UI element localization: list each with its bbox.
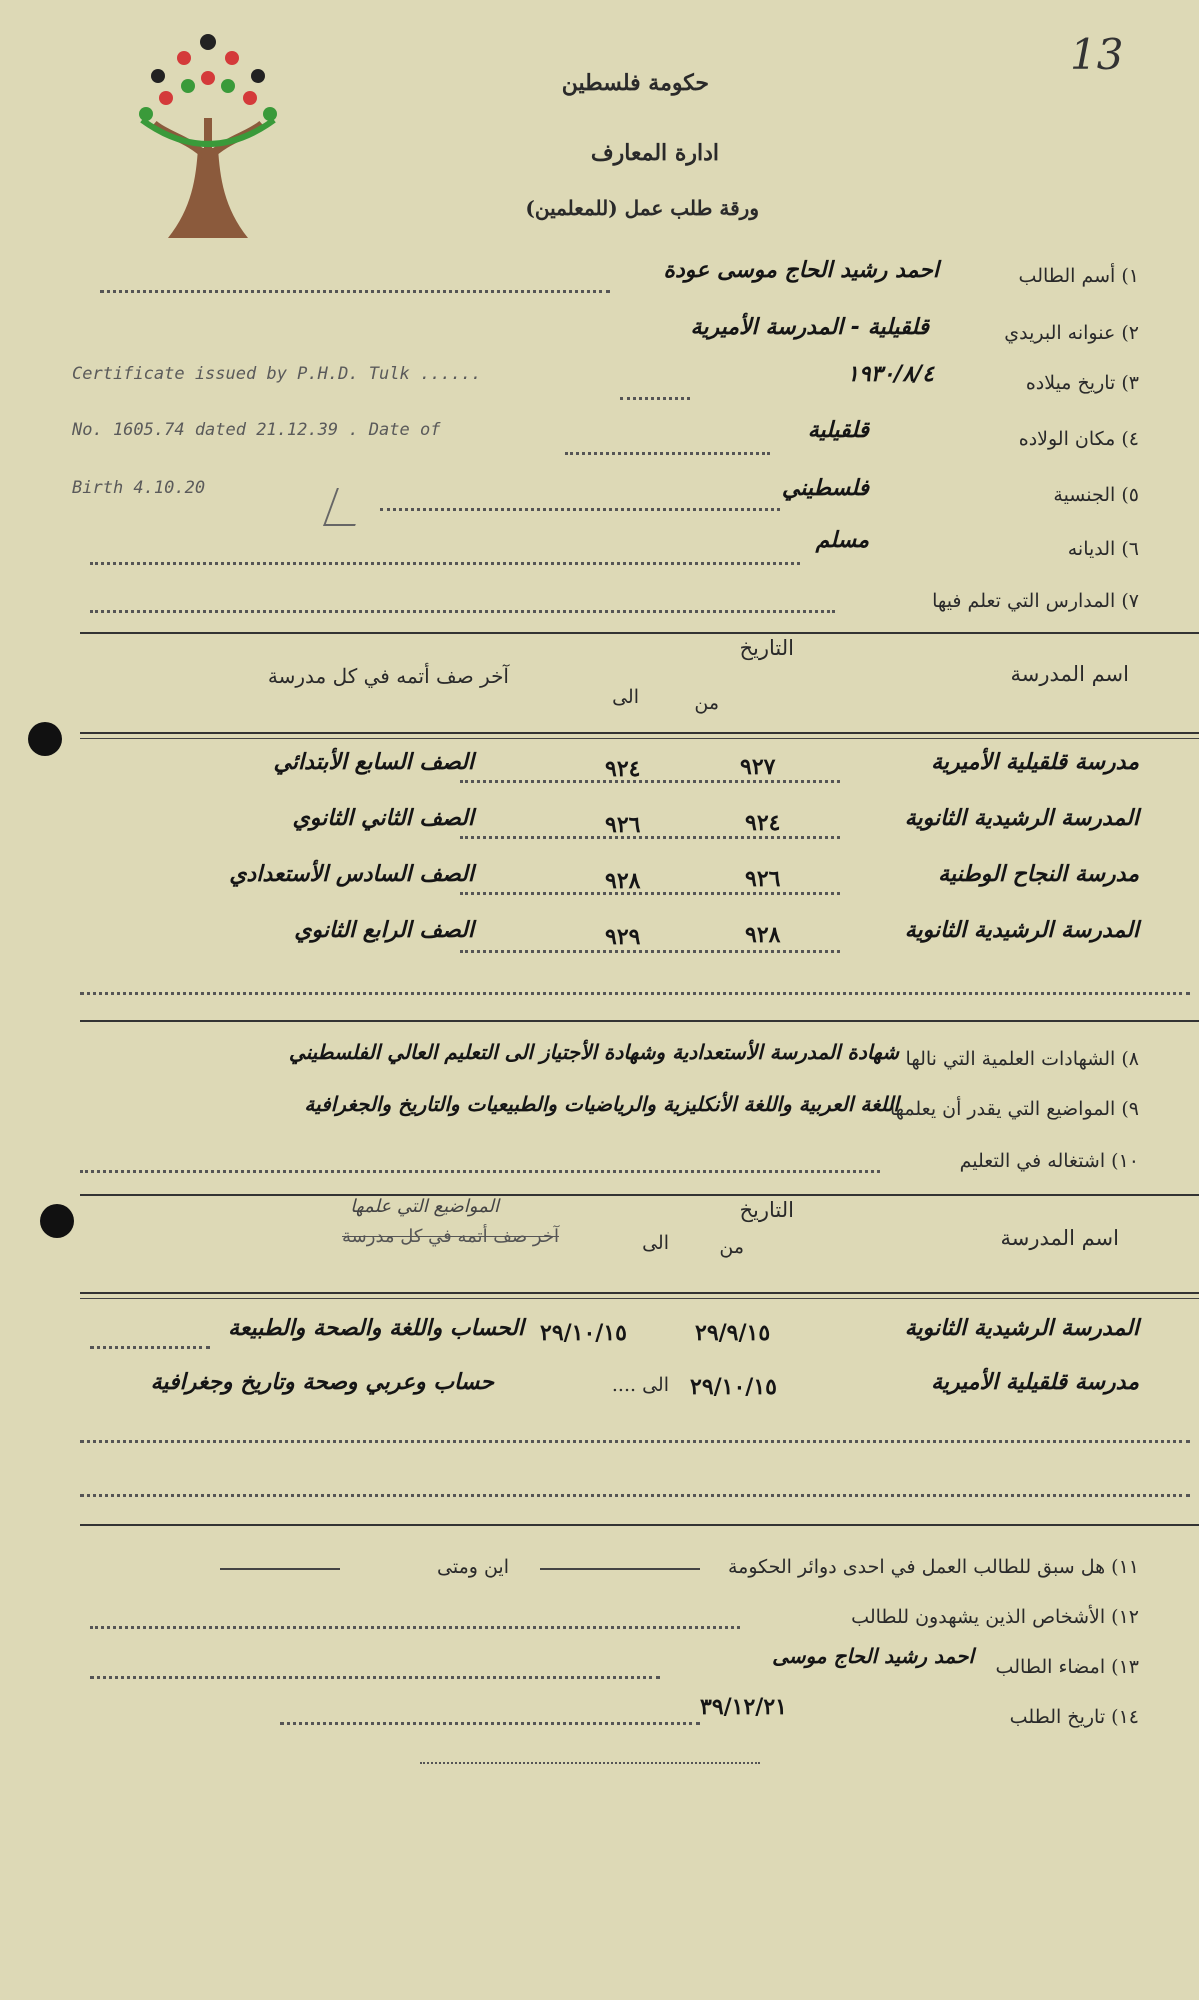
q12-label: ١٢) الأشخاص الذين يشهدون للطالب: [851, 1606, 1139, 1628]
grade-cell: الصف الثاني الثانوي: [292, 806, 474, 831]
school-cell: مدرسة النجاح الوطنية: [938, 862, 1139, 887]
field-label: ٤) مكان الولاده: [1018, 428, 1139, 450]
col-from: من: [719, 1236, 744, 1258]
from-cell: ٩٢٨: [745, 922, 781, 948]
margin-note: No. 1605.74 dated 21.12.39 . Date of: [72, 420, 441, 440]
q13-label: ١٣) امضاء الطالب: [995, 1656, 1139, 1678]
from-cell: ٢٩/١٠/١٥: [690, 1374, 777, 1400]
field-label: ٥) الجنسية: [1053, 484, 1139, 506]
signature-mark-icon: [323, 488, 369, 526]
field-value: قلقيلية: [807, 418, 869, 443]
punch-hole: [40, 1204, 74, 1238]
school-cell: المدرسة الرشيدية الثانوية: [904, 918, 1139, 943]
school-cell: مدرسة قلقيلية الأميرية: [931, 1370, 1139, 1395]
department-title: ادارة المعارف: [590, 140, 719, 166]
field-value: احمد رشيد الحاج موسى عودة: [663, 258, 939, 283]
tree-logo-icon: [128, 28, 288, 248]
signature-value: احمد رشيد الحاج موسى: [772, 1644, 974, 1668]
section8-value: شهادة المدرسة الأستعدادية وشهادة الأجتياز الى التعليم العالي الفلسطيني: [288, 1040, 899, 1064]
col-date: التاريخ: [739, 636, 794, 660]
grade-cell: الصف السابع الأبتدائي: [273, 750, 474, 775]
col-to: الى: [612, 686, 639, 708]
q14-label: ١٤) تاريخ الطلب: [1009, 1706, 1139, 1728]
col-school: اسم المدرسة: [1000, 1226, 1119, 1250]
field-label: ١) أسم الطالب: [1018, 265, 1139, 287]
school-cell: المدرسة الرشيدية الثانوية: [904, 806, 1139, 831]
school-cell: المدرسة الرشيدية الثانوية: [904, 1316, 1139, 1341]
field-label: ٦) الديانه: [1067, 538, 1139, 560]
grade-cell: الصف السادس الأستعدادي: [229, 862, 474, 887]
field-value: فلسطيني: [781, 476, 869, 501]
col-last-struck: آخر صف أتمه في كل مدرسة: [342, 1226, 559, 1247]
col-grade: آخر صف أتمه في كل مدرسة: [267, 664, 509, 688]
to-cell: ٩٢٤: [605, 756, 641, 782]
q11-extra: اين ومتى: [437, 1556, 509, 1578]
section8-label: ٨) الشهادات العلمية التي نالها: [905, 1048, 1139, 1070]
form-title: ورقة طلب عمل (للمعلمين): [525, 196, 759, 220]
to-cell: ٩٢٩: [605, 924, 641, 950]
application-date: ٣٩/١٢/٢١: [700, 1694, 787, 1720]
government-title: حكومة فلسطين: [561, 70, 709, 96]
field-value: ١٩٣٠/٨/٤: [847, 362, 934, 387]
section9-value: اللغة العربية واللغة الأنكليزية والرياضيات والطبيعيات والتاريخ والجغرافية: [304, 1092, 899, 1116]
col-last-handwritten: المواضيع التي علمها: [350, 1196, 499, 1217]
field-label: ٣) تاريخ ميلاده: [1025, 372, 1139, 394]
grade-cell: الصف الرابع الثانوي: [294, 918, 474, 943]
subjects-cell: الحساب واللغة والصحة والطبيعة: [228, 1316, 524, 1341]
col-to: الى: [642, 1232, 669, 1254]
from-cell: ٩٢٧: [740, 754, 776, 780]
section10-label: ١٠) اشتغاله في التعليم: [959, 1150, 1139, 1172]
to-cell: ٢٩/١٠/١٥: [540, 1320, 627, 1346]
to-cell: ٩٢٦: [605, 812, 641, 838]
to-cell: الى ....: [611, 1374, 669, 1396]
punch-hole: [28, 722, 62, 756]
page-number: 13: [1070, 30, 1124, 79]
from-cell: ٢٩/٩/١٥: [695, 1320, 771, 1346]
field-value: قلقيلية - المدرسة الأميرية: [690, 315, 929, 340]
school-cell: مدرسة قلقيلية الأميرية: [931, 750, 1139, 775]
margin-note: Birth 4.10.20: [72, 478, 206, 498]
q11-label: ١١) هل سبق للطالب العمل في احدى دوائر الحكومة: [727, 1556, 1139, 1578]
margin-note: Certificate issued by P.H.D. Tulk ......: [72, 364, 482, 384]
from-cell: ٩٢٦: [745, 866, 781, 892]
subjects-cell: حساب وعربي وصحة وتاريخ وجغرافية: [150, 1370, 494, 1395]
from-cell: ٩٢٤: [745, 810, 781, 836]
field-label: ٢) عنوانه البريدي: [1004, 322, 1139, 344]
col-date: التاريخ: [739, 1198, 794, 1222]
section9-label: ٩) المواضيع التي يقدر أن يعلمها: [889, 1098, 1139, 1120]
field-label: ٧) المدارس التي تعلم فيها: [932, 590, 1139, 612]
field-value: مسلم: [815, 528, 869, 553]
col-from: من: [694, 692, 719, 714]
col-school: اسم المدرسة: [1010, 662, 1129, 686]
to-cell: ٩٢٨: [605, 868, 641, 894]
